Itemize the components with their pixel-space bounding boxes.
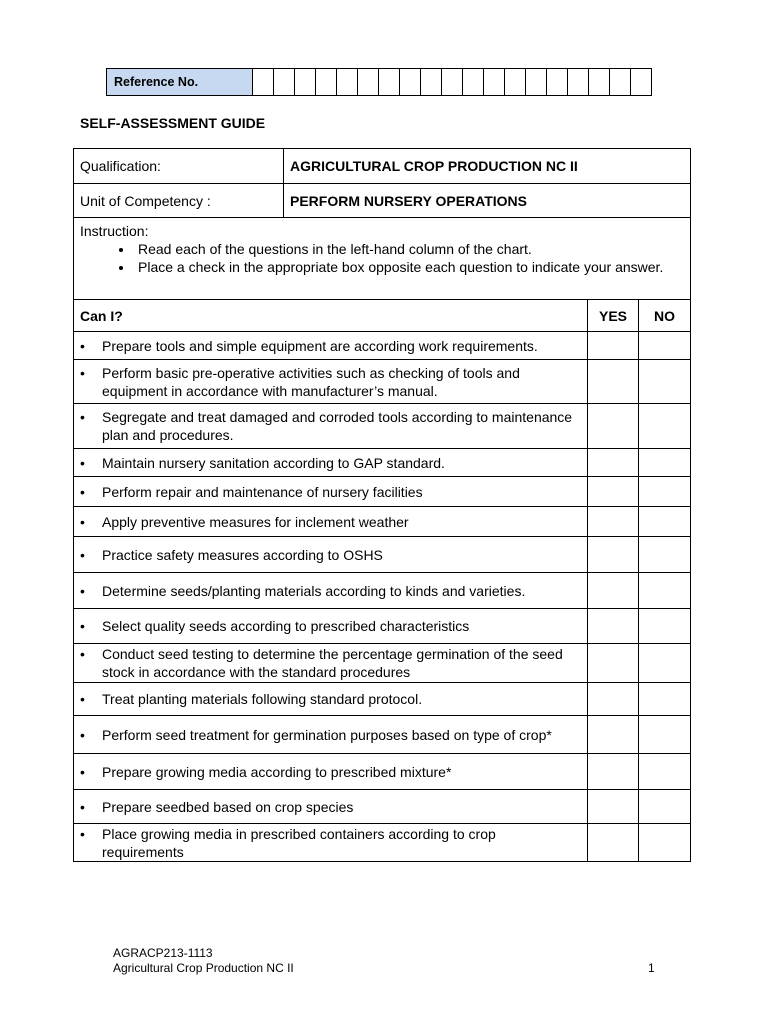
reference-label: Reference No. xyxy=(107,69,253,96)
question-row xyxy=(74,754,588,790)
yes-checkbox[interactable] xyxy=(588,644,639,683)
reference-box[interactable] xyxy=(547,69,568,96)
reference-box[interactable] xyxy=(337,69,358,96)
yes-checkbox[interactable] xyxy=(588,477,639,507)
instruction-item: • Read each of the questions in the left-hand column of the chart. xyxy=(134,240,684,258)
no-checkbox[interactable] xyxy=(639,790,691,824)
question-text: Prepare tools and simple equipment are according work requirements. xyxy=(102,337,538,354)
reference-box[interactable] xyxy=(631,69,652,96)
question-text: Maintain nursery sanitation according to GAP standard. xyxy=(102,454,445,471)
question-text: Conduct seed testing to determine the percentage germination of the seed stock in accordance with the standard procedures xyxy=(102,646,563,680)
no-checkbox[interactable] xyxy=(639,824,691,862)
reference-box[interactable] xyxy=(526,69,547,96)
bullet-icon: • xyxy=(80,646,85,662)
reference-box[interactable] xyxy=(484,69,505,96)
reference-box[interactable] xyxy=(379,69,400,96)
question-text: Apply preventive measures for inclement weather xyxy=(102,513,409,530)
bullet-icon: • xyxy=(80,364,85,381)
reference-box[interactable] xyxy=(274,69,295,96)
reference-box[interactable] xyxy=(610,69,631,96)
unit-label: Unit of Competency : xyxy=(74,184,284,218)
question-row xyxy=(74,360,588,404)
yes-checkbox[interactable] xyxy=(588,609,639,644)
no-header: NO xyxy=(639,300,691,332)
instruction-heading: Instruction: xyxy=(80,223,149,239)
yes-checkbox[interactable] xyxy=(588,332,639,360)
self-assessment-table xyxy=(73,148,691,862)
question-row xyxy=(74,573,588,609)
reference-box[interactable] xyxy=(568,69,589,96)
no-checkbox[interactable] xyxy=(639,644,691,683)
page-number: 1 xyxy=(648,961,655,975)
no-checkbox[interactable] xyxy=(639,537,691,573)
question-text: Select quality seeds according to prescribed characteristics xyxy=(102,618,470,634)
instruction-item: • Place a check in the appropriate box opposite each question to indicate your answer. xyxy=(134,258,684,276)
bullet-icon: • xyxy=(80,763,85,780)
no-checkbox[interactable] xyxy=(639,332,691,360)
no-checkbox[interactable] xyxy=(639,754,691,790)
reference-box[interactable] xyxy=(505,69,526,96)
bullet-icon: • xyxy=(80,483,85,500)
footer-title: Agricultural Crop Production NC II xyxy=(113,961,294,975)
reference-box[interactable] xyxy=(442,69,463,96)
question-text: Prepare seedbed based on crop species xyxy=(102,798,354,815)
yes-checkbox[interactable] xyxy=(588,537,639,573)
bullet-icon: • xyxy=(80,825,85,842)
bullet-icon: • xyxy=(80,513,85,530)
yes-checkbox[interactable] xyxy=(588,360,639,404)
no-checkbox[interactable] xyxy=(639,449,691,477)
no-checkbox[interactable] xyxy=(639,360,691,404)
reference-box[interactable] xyxy=(589,69,610,96)
reference-box[interactable] xyxy=(253,69,274,96)
question-row xyxy=(74,683,588,716)
question-row xyxy=(74,716,588,754)
instruction-block xyxy=(74,218,691,300)
bullet-icon: • xyxy=(80,337,85,354)
question-row xyxy=(74,609,588,644)
bullet-icon: • xyxy=(80,546,85,563)
question-row xyxy=(74,332,588,360)
yes-checkbox[interactable] xyxy=(588,507,639,537)
reference-box[interactable] xyxy=(295,69,316,96)
no-checkbox[interactable] xyxy=(639,573,691,609)
yes-checkbox[interactable] xyxy=(588,683,639,716)
bullet-icon: • xyxy=(80,409,85,425)
question-row xyxy=(74,644,588,683)
question-text: Place growing media in prescribed containers according to crop requirements xyxy=(102,825,496,860)
bullet-icon: • xyxy=(80,454,85,471)
no-checkbox[interactable] xyxy=(639,609,691,644)
footer-code: AGRACP213-1113 xyxy=(113,946,213,960)
yes-header: YES xyxy=(588,300,639,332)
qualification-value: AGRICULTURAL CROP PRODUCTION NC II xyxy=(284,149,691,184)
yes-checkbox[interactable] xyxy=(588,754,639,790)
question-text: Practice safety measures according to OSHS xyxy=(102,546,383,563)
reference-box[interactable] xyxy=(358,69,379,96)
question-row xyxy=(74,537,588,573)
question-row xyxy=(74,449,588,477)
question-text: Prepare growing media according to prescribed mixture* xyxy=(102,763,452,780)
bullet-icon: • xyxy=(80,582,85,599)
bullet-icon: • xyxy=(80,691,85,707)
no-checkbox[interactable] xyxy=(639,404,691,449)
can-i-header: Can I? xyxy=(74,300,588,332)
qualification-label: Qualification: xyxy=(74,149,284,184)
no-checkbox[interactable] xyxy=(639,477,691,507)
footer xyxy=(113,946,294,976)
no-checkbox[interactable] xyxy=(639,507,691,537)
yes-checkbox[interactable] xyxy=(588,824,639,862)
bullet-icon: • xyxy=(80,798,85,815)
question-text: Perform seed treatment for germination purposes based on type of crop* xyxy=(102,726,552,743)
yes-checkbox[interactable] xyxy=(588,449,639,477)
yes-checkbox[interactable] xyxy=(588,573,639,609)
yes-checkbox[interactable] xyxy=(588,404,639,449)
no-checkbox[interactable] xyxy=(639,716,691,754)
question-text: Treat planting materials following standard protocol. xyxy=(102,691,423,707)
reference-number-strip xyxy=(106,68,652,96)
question-row xyxy=(74,824,588,862)
guide-title: SELF-ASSESSMENT GUIDE xyxy=(80,115,266,131)
reference-box[interactable] xyxy=(400,69,421,96)
reference-box[interactable] xyxy=(463,69,484,96)
question-text: Segregate and treat damaged and corroded tools according to maintenance plan and procedures. xyxy=(102,409,573,443)
unit-value: PERFORM NURSERY OPERATIONS xyxy=(284,184,691,218)
bullet-icon: • xyxy=(80,726,85,743)
question-text: Determine seeds/planting materials according to kinds and varieties. xyxy=(102,582,526,599)
reference-box[interactable] xyxy=(316,69,337,96)
instruction-list xyxy=(80,240,684,276)
yes-checkbox[interactable] xyxy=(588,790,639,824)
yes-checkbox[interactable] xyxy=(588,716,639,754)
question-row xyxy=(74,790,588,824)
question-row xyxy=(74,404,588,449)
no-checkbox[interactable] xyxy=(639,683,691,716)
question-row xyxy=(74,477,588,507)
bullet-icon: • xyxy=(80,618,85,634)
question-text: Perform repair and maintenance of nursery facilities xyxy=(102,483,423,500)
question-text: Perform basic pre-operative activities such as checking of tools and equipment in accordance with manufacturer’s manual. xyxy=(102,364,520,399)
question-row xyxy=(74,507,588,537)
reference-box[interactable] xyxy=(421,69,442,96)
